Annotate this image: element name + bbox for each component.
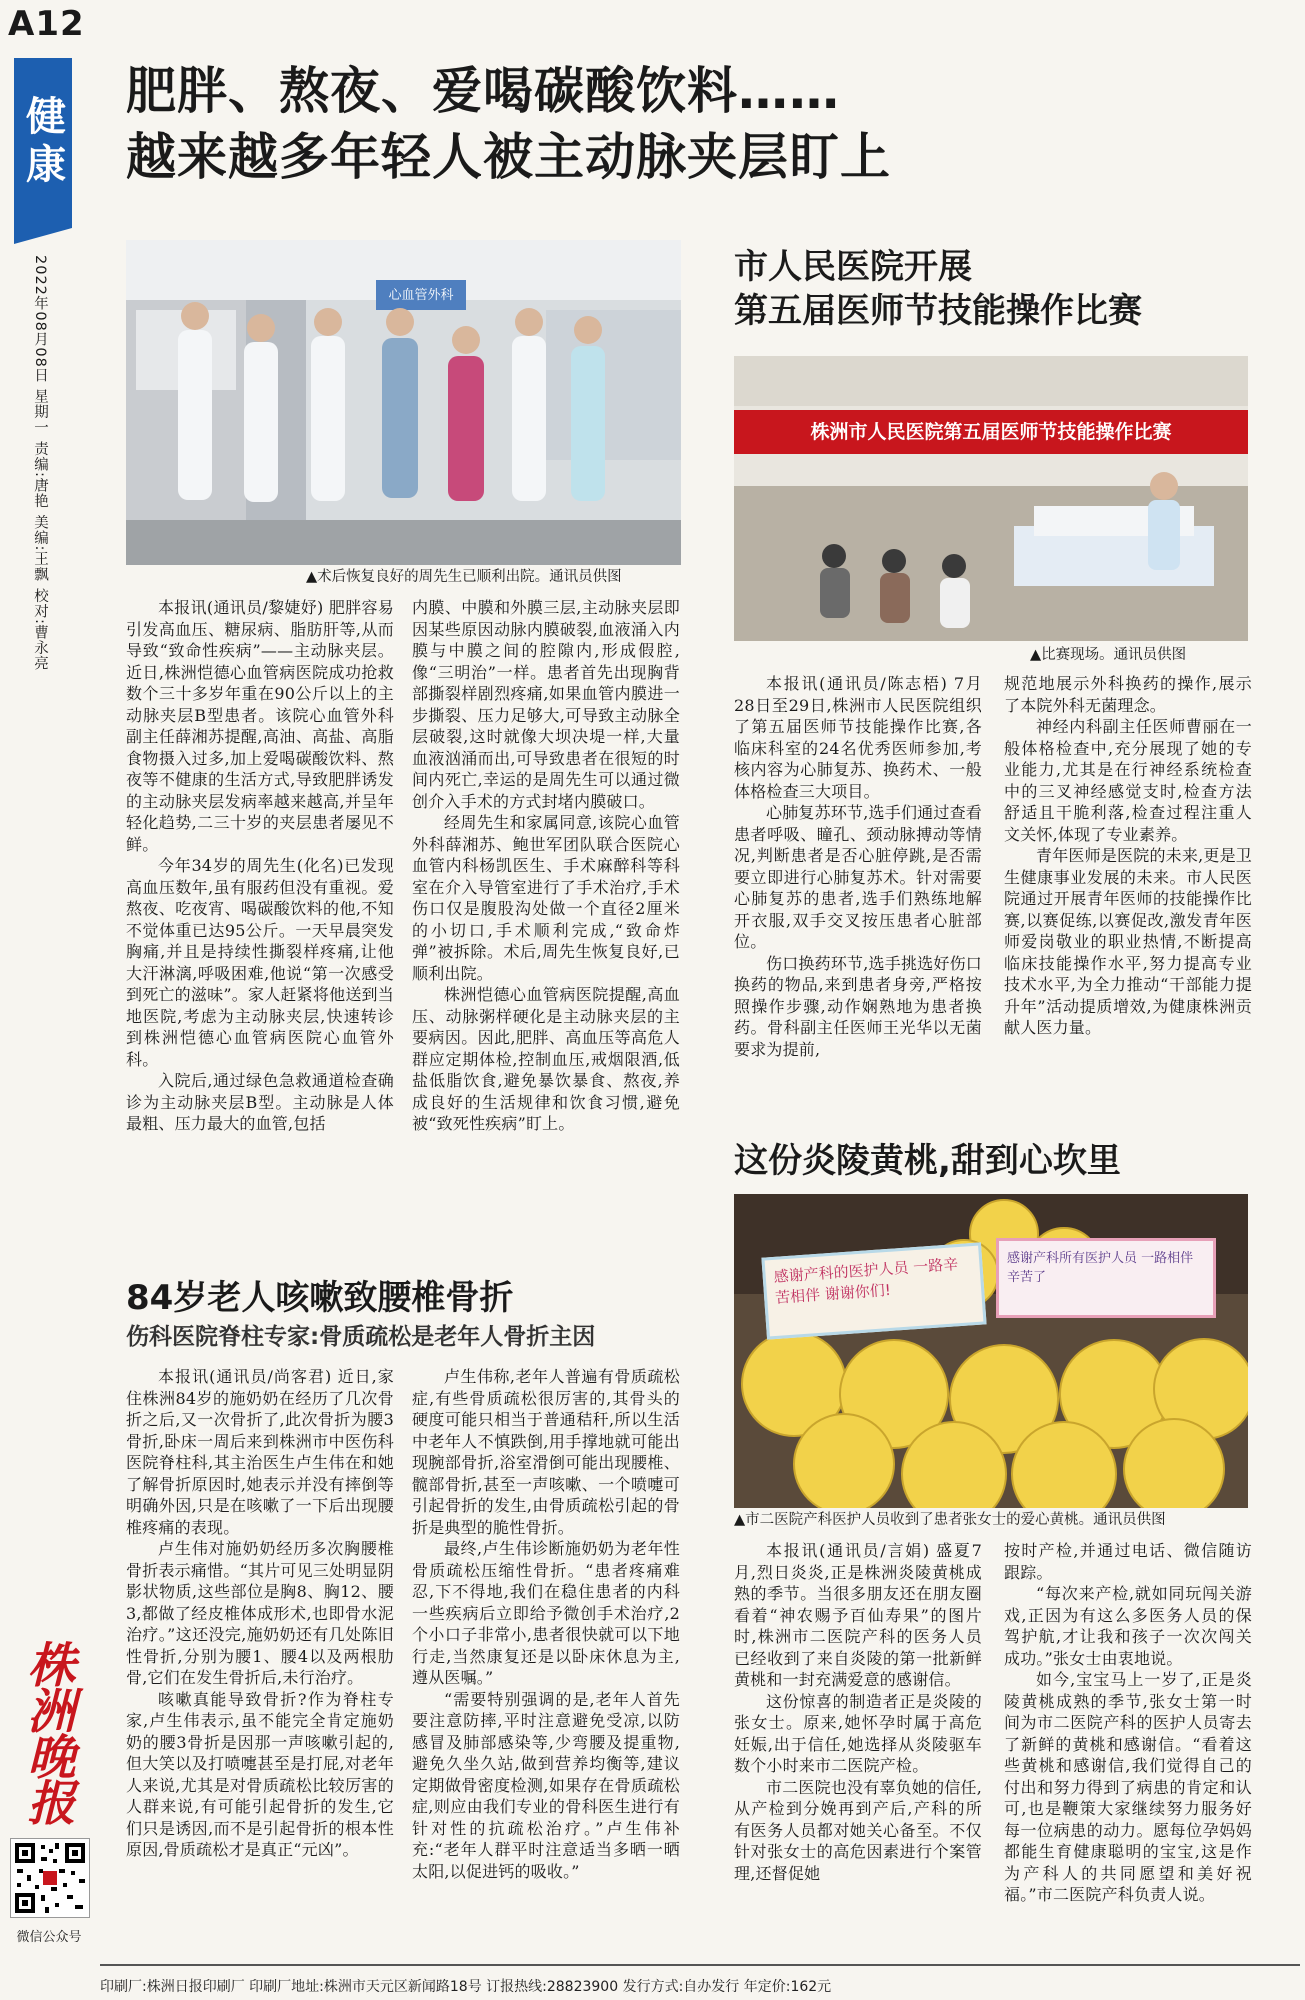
main-headline	[126, 58, 1276, 190]
article2-para: 本报讯(通讯员/陈志梧) 7月28日至29日,株洲市人民医院组织了第五届医师节技能操作比赛,各临床科室的24名优秀医师参加,考核内容为心肺复苏、换药术、一般体格检查三大项目。	[734, 674, 982, 801]
section-tab-notch	[14, 228, 72, 244]
article3-title: 84岁老人咳嗽致腰椎骨折	[126, 1278, 514, 1318]
article1-column2	[412, 597, 680, 1135]
article1-photo	[126, 240, 681, 565]
article4-column2	[1004, 1540, 1252, 1906]
qr-code-icon[interactable]	[10, 1838, 90, 1918]
article2-para: 规范地展示外科换药的操作,展示了本院外科无菌理念。	[1004, 674, 1252, 715]
article3-subtitle: 伤科医院脊柱专家:骨质疏松是老年人骨折主因	[126, 1324, 596, 1350]
qr-code-label: 微信公众号	[16, 1930, 82, 1945]
article1-para: 内膜、中膜和外膜三层,主动脉夹层即因某些原因动脉内膜破裂,血液涌入内膜与中膜之间的腔隙内,形成假腔,像“三明治”一样。患者首先出现胸背部撕裂样剧烈疼痛,如果血管内膜进一步撕裂、压力足够大,可导致主动脉全层破裂,这时就像大坝决堤一样,大量血液汹涌而出,可导致患者在很短的时间内死亡,幸运的是周先生可以通过微创介入手术的方式封堵内膜破口。	[412, 598, 680, 811]
article3-para: 卢生伟对施奶奶经历多次胸腰椎骨折表示痛惜。“其片可见三处明显阴影状物质,这些部位是胸8、胸12、腰3,都做了经皮椎体成形术,也即骨水泥治疗。”这还没完,施奶奶还有几处陈旧性骨折,分别为腰1、腰4以及两根肋骨,它们在发生骨折后,未行治疗。	[126, 1539, 394, 1687]
article4-title: 这份炎陵黄桃,甜到心坎里	[734, 1141, 1121, 1181]
article3-column1	[126, 1366, 394, 1861]
article2-title-line1: 市人民医院开展	[734, 247, 972, 287]
thank-you-card-1: 感谢产科的医护人员 一路辛苦相伴 谢谢你们!	[761, 1242, 986, 1339]
article2-para: 神经内科副主任医师曹丽在一般体格检查中,充分展现了她的专业能力,尤其是在行神经系统检查中的三叉神经感觉支时,检查方法舒适且干脆利落,检查过程注重人文关怀,体现了专业素养。	[1004, 717, 1252, 844]
article2-title-line2: 第五届医师节技能操作比赛	[734, 291, 1142, 331]
article4-photo	[734, 1194, 1248, 1508]
article1-para: 本报讯(通讯员/黎婕妤) 肥胖容易引发高血压、糖尿病、脂肪肝等,从而导致“致命性疾病”——主动脉夹层。近日,株洲恺德心血管病医院成功抢救数个三十多岁年重在90公斤以上的主动脉夹层B型患者。该院心血管外科副主任薛湘苏提醒,高油、高盐、高脂食物摄入过多,加上爱喝碳酸饮料、熬夜等不健康的生活方式,导致肥胖诱发的主动脉夹层发病率越来越高,并呈年轻化趋势,二三十岁的夹层患者屡见不鲜。	[126, 598, 394, 854]
competition-banner: 株洲市人民医院第五届医师节技能操作比赛	[734, 410, 1248, 454]
thank-you-card-2: 感谢产科所有医护人员 一路相伴 辛苦了	[996, 1238, 1216, 1318]
article4-para: 本报讯(通讯员/言娟) 盛夏7月,烈日炎炎,正是株洲炎陵黄桃成熟的季节。当很多朋友还在朋友圈看着“神农赐予百仙寿果”的图片时,株洲市二医院产科的医务人员已经收到了来自炎陵的第一批新鲜黄桃和一封充满爱意的感谢信。	[734, 1541, 982, 1689]
article4-column1	[734, 1540, 982, 1884]
article1-photo-caption: ▲术后恢复良好的周先生已顺利出院。通讯员供图	[306, 569, 622, 585]
article1-para: 经周先生和家属同意,该院心血管外科薛湘苏、鲍世军团队联合医院心血管内科杨凯医生、手术麻醉科等科室在介入导管室进行了手术治疗,手术伤口仅是腹股沟处做一个直径2厘米的小切口,手术顺利完成,“致命炸弹”被拆除。术后,周先生恢复良好,已顺利出院。	[412, 813, 680, 983]
issue-meta: 2022年08月08日 星期一 责编:唐艳 美编:王飘 校对:曹永亮	[32, 255, 48, 672]
footer-imprint: 印刷厂:株洲日报印刷厂 印刷厂地址:株洲市天元区新闻路18号 订报热线:28823900 发行方式:自办发行 年定价:162元	[100, 1979, 832, 1995]
article4-para: 按时产检,并通过电话、微信随访跟踪。	[1004, 1541, 1252, 1582]
article2-column1	[734, 673, 982, 1060]
section-tab: 健康	[14, 58, 72, 228]
article2-para: 青年医师是医院的未来,更是卫生健康事业发展的未来。市人民医院通过开展青年医师的技能操作比赛,以赛促练,以赛促改,激发青年医师爱岗敬业的职业热情,不断提高临床技能操作水平,努力提高专业技术水平,为全力推动“干部能力提升年”活动提质增效,为健康株洲贡献人医力量。	[1004, 846, 1252, 1037]
article4-photo-caption: ▲市二医院产科医护人员收到了患者张女士的爱心黄桃。通讯员供图	[734, 1512, 1166, 1528]
article2-para: 心肺复苏环节,选手们通过查看患者呼吸、瞳孔、颈动脉搏动等情况,判断患者是否心脏停跳,是否需要立即进行心肺复苏术。针对需要心肺复苏的患者,选手们熟练地解开衣服,双手交叉按压患者心脏部位。	[734, 803, 982, 951]
article3-para: 本报讯(通讯员/尚客君) 近日,家住株洲84岁的施奶奶在经历了几次骨折之后,又一次骨折了,此次骨折为腰3骨折,卧床一周后来到株洲市中医伤科医院脊柱科,其主治医生卢生伟在和她了解骨折原因时,她表示并没有摔倒等明确外因,只是在咳嗽了一下后出现腰椎疼痛的表现。	[126, 1367, 394, 1537]
page-number: A12	[8, 4, 85, 44]
article3-column2	[412, 1366, 680, 1882]
article2-para: 伤口换药环节,选手挑选好伤口换药的物品,来到患者身旁,严格按照操作步骤,动作娴熟地为患者换药。骨科副主任医师王光华以无菌要求为提前,	[734, 953, 982, 1059]
article3-para: 最终,卢生伟诊断施奶奶为老年性骨质疏松压缩性骨折。“患者疼痛难忍,下不得地,我们在稳住患者的内科一些疾病后立即给予微创手术治疗,2个小口子非常小,患者很快就可以下地行走,当然康复还是以卧床休息为主,遵从医嘱。”	[412, 1539, 680, 1687]
article1-column1	[126, 597, 394, 1135]
article4-para: 这份惊喜的制造者正是炎陵的张女士。原来,她怀孕时属于高危妊娠,出于信任,她选择从炎陵驱车数个小时来市二医院产检。	[734, 1691, 982, 1775]
footer-rule	[100, 1964, 1300, 1966]
article4-para: “每次来产检,就如同玩闯关游戏,正因为有这么多医务人员的保驾护航,才让我和孩子一次次闯关成功。”张女士由衷地说。	[1004, 1584, 1252, 1668]
main-headline-line1: 肥胖、熬夜、爱喝碳酸饮料……	[126, 62, 840, 120]
article3-para: 卢生伟称,老年人普遍有骨质疏松症,有些骨质疏松很厉害的,其骨头的硬度可能只相当于普通秸秆,所以生活中老年人不慎跌倒,用手撑地就可能出现腕部骨折,浴室滑倒可能出现腰椎、髋部骨折,甚至一声咳嗽、一个喷嚏可引起骨折的发生,由骨质疏松引起的骨折是典型的脆性骨折。	[412, 1367, 680, 1537]
article2-column2	[1004, 673, 1252, 1039]
article1-para: 株洲恺德心血管病医院提醒,高血压、动脉粥样硬化是主动脉夹层的主要病因。因此,肥胖、高血压等高危人群应定期体检,控制血压,戒烟限酒,低盐低脂饮食,避免暴饮暴食、熬夜,养成良好的生活规律和饮食习惯,避免被“致死性疾病”盯上。	[412, 985, 680, 1133]
article3-para: “需要特别强调的是,老年人首先要注意防摔,平时注意避免受凉,以防感冒及肺部感染等,少弯腰及提重物,避免久坐久站,做到营养均衡等,建议定期做骨密度检测,如果存在骨质疏松症,则应由我们专业的骨科医生进行有针对性的抗疏松治疗。”卢生伟补充:“老年人群平时注意适当多晒一晒太阳,以促进钙的吸收。”	[412, 1689, 680, 1881]
main-headline-line2: 越来越多年轻人被主动脉夹层盯上	[126, 128, 891, 186]
article3-para: 咳嗽真能导致骨折?作为脊柱专家,卢生伟表示,虽不能完全肯定施奶奶的腰3骨折是因那一声咳嗽引起的,但大笑以及打喷嚏甚至是打屁,对老年人来说,尤其是对骨质疏松比较厉害的人群来说,有可能引起骨折的发生,它们只是诱因,而不是引起骨折的根本性原因,骨质疏松才是真正“元凶”。	[126, 1689, 394, 1859]
article4-para: 如今,宝宝马上一岁了,正是炎陵黄桃成熟的季节,张女士第一时间为市二医院产科的医护人员寄去了新鲜的黄桃和感谢信。“看着这些黄桃和感谢信,我们觉得自己的付出和努力得到了病患的肯定和认可,也是鞭策大家继续努力服务好每一位病患的动力。愿每位孕妈妈都能生育健康聪明的宝宝,这是作为产科人的共同愿望和美好祝福。”市二医院产科负责人说。	[1004, 1670, 1252, 1904]
newspaper-logo: 株洲晚报	[19, 1640, 75, 1824]
article1-para: 今年34岁的周先生(化名)已发现高血压数年,虽有服药但没有重视。爱熬夜、吃夜宵、喝碳酸饮料的他,不知不觉体重已达95公斤。一天早晨突发胸痛,并且是持续性撕裂样疼痛,让他大汗淋漓,呼吸困难,他说“第一次感受到死亡的滋味”。家人赶紧将他送到当地医院,考虑为主动脉夹层,快速转诊到株洲恺德心血管病医院心血管外科。	[126, 856, 394, 1069]
article4-para: 市二医院也没有辜负她的信任,从产检到分娩再到产后,产科的所有医务人员都对她关心备至。不仅针对张女士的高危因素进行个案管理,还督促她	[734, 1777, 982, 1883]
article2-photo	[734, 356, 1248, 641]
article1-para: 入院后,通过绿色急救通道检查确诊为主动脉夹层B型。主动脉是人体最粗、压力最大的血管,包括	[126, 1071, 394, 1133]
corridor-sign: 心血管外科	[388, 288, 454, 303]
article2-photo-caption: ▲比赛现场。通讯员供图	[1030, 647, 1187, 663]
